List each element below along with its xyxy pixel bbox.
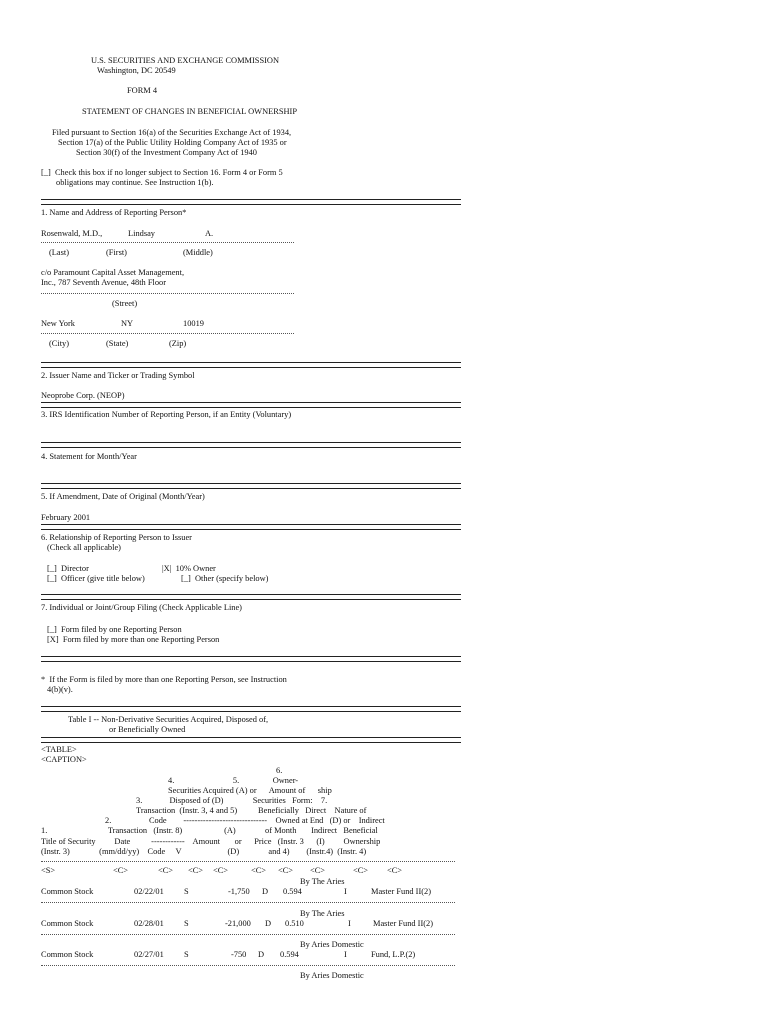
section-2-heading: 2. Issuer Name and Ticker or Trading Symbol bbox=[41, 371, 195, 380]
direct-indirect: I bbox=[348, 919, 351, 928]
filed-pursuant-line-3: Section 30(f) of the Investment Company Act of 1940 bbox=[76, 148, 257, 157]
filed-pursuant-line-2: Section 17(a) of the Public Utility Holding Company Act of 1935 or bbox=[58, 138, 287, 147]
col-tag: <S> bbox=[41, 866, 56, 875]
first-label: (First) bbox=[106, 248, 127, 257]
rule bbox=[41, 333, 294, 334]
rule bbox=[41, 242, 294, 243]
nature-of-ownership: Fund, L.P.(2) bbox=[371, 950, 416, 959]
col-header-line: (Instr. 3) (mm/dd/yy) Code V (D) and 4) (Instr.4) (Instr. 4) bbox=[41, 847, 367, 856]
table-1-subtitle: or Beneficially Owned bbox=[109, 725, 186, 734]
col-tag: <C> bbox=[278, 866, 294, 875]
caption-tag: <CAPTION> bbox=[41, 755, 87, 764]
separator bbox=[41, 402, 461, 408]
direct-indirect: I bbox=[344, 887, 347, 896]
street-label: (Street) bbox=[112, 299, 138, 308]
last-label: (Last) bbox=[49, 248, 69, 257]
price: 0.594 bbox=[283, 887, 302, 896]
rule bbox=[41, 902, 455, 903]
reporting-first-name: Lindsay bbox=[128, 229, 155, 238]
security-title: Common Stock bbox=[41, 919, 94, 928]
director-checkbox[interactable]: [_] Director bbox=[47, 564, 89, 573]
col-tag: <C> bbox=[213, 866, 229, 875]
form-number: FORM 4 bbox=[127, 86, 158, 95]
acquired-disposed: D bbox=[265, 919, 272, 928]
col-header-line: 4. 5. Owner- bbox=[168, 776, 299, 785]
agency-name: U.S. SECURITIES AND EXCHANGE COMMISSION bbox=[91, 56, 279, 65]
separator bbox=[41, 362, 461, 368]
filed-pursuant-line-1: Filed pursuant to Section 16(a) of the Securities Exchange Act of 1934, bbox=[52, 128, 292, 137]
security-title: Common Stock bbox=[41, 950, 94, 959]
col-tag: <C> bbox=[310, 866, 326, 875]
separator bbox=[41, 706, 461, 712]
middle-label: (Middle) bbox=[183, 248, 213, 257]
separator bbox=[41, 737, 461, 743]
rule bbox=[41, 965, 455, 966]
table-1-title: Table I -- Non-Derivative Securities Acquired, Disposed of, bbox=[68, 715, 269, 724]
separator bbox=[41, 442, 461, 448]
ownership-note: By Aries Domestic bbox=[300, 971, 364, 980]
acquired-disposed: D bbox=[258, 950, 265, 959]
transaction-date: 02/27/01 bbox=[134, 950, 164, 959]
ownership-note: By Aries Domestic bbox=[300, 940, 364, 949]
transaction-date: 02/28/01 bbox=[134, 919, 164, 928]
ownership-note: By The Aries bbox=[300, 877, 345, 886]
filed-by-one-checkbox[interactable]: [_] Form filed by one Reporting Person bbox=[47, 625, 182, 634]
section-6-subheading: (Check all applicable) bbox=[47, 543, 121, 552]
section-6-heading: 6. Relationship of Reporting Person to Issuer bbox=[41, 533, 192, 542]
footnote-line-1: * If the Form is filed by more than one Reporting Person, see Instruction bbox=[41, 675, 287, 684]
rule bbox=[41, 293, 294, 294]
transaction-code: S bbox=[184, 950, 189, 959]
footnote-line-2: 4(b)(v). bbox=[47, 685, 73, 694]
zip-label: (Zip) bbox=[169, 339, 187, 348]
col-tag: <C> bbox=[113, 866, 129, 875]
rule bbox=[41, 934, 455, 935]
transaction-code: S bbox=[184, 887, 189, 896]
section-7-heading: 7. Individual or Joint/Group Filing (Check Applicable Line) bbox=[41, 603, 242, 612]
form-title: STATEMENT OF CHANGES IN BENEFICIAL OWNERSHIP bbox=[82, 107, 297, 116]
separator bbox=[41, 594, 461, 600]
section-1-heading: 1. Name and Address of Reporting Person* bbox=[41, 208, 187, 217]
separator bbox=[41, 483, 461, 489]
ownership-note: By The Aries bbox=[300, 909, 345, 918]
table-tag: <TABLE> bbox=[41, 745, 77, 754]
filed-by-more-checkbox[interactable]: [X] Form filed by more than one Reporting Person bbox=[47, 635, 220, 644]
reporting-middle-name: A. bbox=[205, 229, 214, 238]
col-tag: <C> bbox=[158, 866, 174, 875]
section-3-heading: 3. IRS Identification Number of Reporting Person, if an Entity (Voluntary) bbox=[41, 410, 292, 419]
nature-of-ownership: Master Fund II(2) bbox=[373, 919, 434, 928]
col-tag: <C> bbox=[251, 866, 267, 875]
street-line-1: c/o Paramount Capital Asset Management, bbox=[41, 268, 185, 277]
separator bbox=[41, 199, 461, 205]
rule bbox=[41, 861, 455, 862]
transaction-date: 02/22/01 bbox=[134, 887, 164, 896]
state-value: NY bbox=[121, 319, 134, 328]
amount: -750 bbox=[231, 950, 247, 959]
nature-of-ownership: Master Fund II(2) bbox=[371, 887, 432, 896]
col-tag: <C> bbox=[387, 866, 403, 875]
col-header-6-number: 6. bbox=[276, 766, 283, 775]
col-header-line: Transaction (Instr. 3, 4 and 5) Beneficially Direct Nature of bbox=[136, 806, 367, 815]
amount: -1,750 bbox=[228, 887, 250, 896]
city-value: New York bbox=[41, 319, 75, 328]
security-title: Common Stock bbox=[41, 887, 94, 896]
col-header-line: 2. Code ------------------------------ Owned at End (D) or Indirect bbox=[105, 816, 385, 825]
ten-percent-owner-checkbox[interactable]: |X| 10% Owner bbox=[162, 564, 216, 573]
section-4-heading: 4. Statement for Month/Year bbox=[41, 452, 137, 461]
reporting-last-name: Rosenwald, M.D., bbox=[41, 229, 103, 238]
city-label: (City) bbox=[49, 339, 70, 348]
transaction-code: S bbox=[184, 919, 189, 928]
zip-value: 10019 bbox=[183, 319, 204, 328]
col-tag: <C> bbox=[188, 866, 204, 875]
other-checkbox[interactable]: [_] Other (specify below) bbox=[181, 574, 269, 583]
section16-checkbox-note: obligations may continue. See Instruction 1(b). bbox=[56, 178, 214, 187]
separator bbox=[41, 524, 461, 530]
agency-address: Washington, DC 20549 bbox=[97, 66, 176, 75]
officer-checkbox[interactable]: [_] Officer (give title below) bbox=[47, 574, 145, 583]
col-header-line: 3. Disposed of (D) Securities Form: 7. bbox=[136, 796, 328, 805]
separator bbox=[41, 656, 461, 662]
col-header-line: Title of Security Date ------------ Amount or Price (Instr. 3 (I) Ownership bbox=[41, 837, 381, 846]
price: 0.510 bbox=[285, 919, 304, 928]
section16-checkbox[interactable]: [_] Check this box if no longer subject to Section 16. Form 4 or Form 5 bbox=[41, 168, 283, 177]
direct-indirect: I bbox=[344, 950, 347, 959]
amount: -21,000 bbox=[225, 919, 251, 928]
amendment-date: February 2001 bbox=[41, 513, 91, 522]
col-tag: <C> bbox=[353, 866, 369, 875]
street-line-2: Inc., 787 Seventh Avenue, 48th Floor bbox=[41, 278, 166, 287]
col-header-line: Securities Acquired (A) or Amount of ship bbox=[168, 786, 332, 795]
issuer-name: Neoprobe Corp. (NEOP) bbox=[41, 391, 125, 400]
col-header-line: 1. Transaction (Instr. 8) (A) of Month Indirect Beneficial bbox=[41, 826, 378, 835]
price: 0.594 bbox=[280, 950, 299, 959]
acquired-disposed: D bbox=[262, 887, 269, 896]
state-label: (State) bbox=[106, 339, 129, 348]
section-5-heading: 5. If Amendment, Date of Original (Month/Year) bbox=[41, 492, 205, 501]
